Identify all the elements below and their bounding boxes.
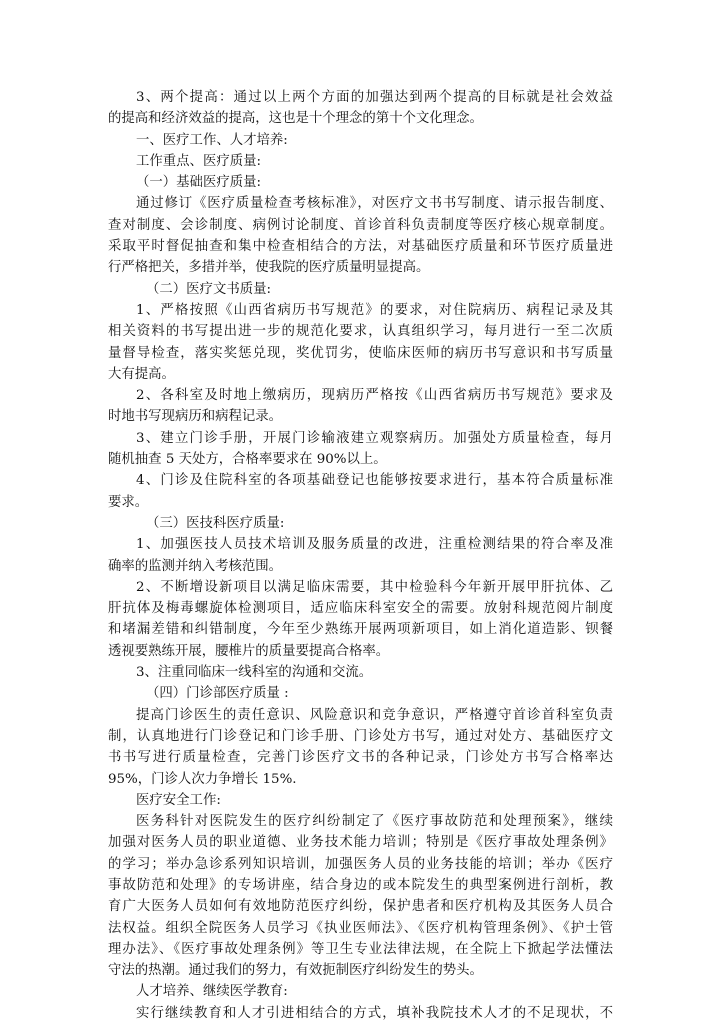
text-line: 通过修订《医疗质量检查考核标准》，对医疗文书书写制度、请示报告制度、 <box>136 196 613 212</box>
text-line: 育广大医务人员如何有效地防范医疗纠纷，保护患者和医疗机构及其医务人员合 <box>108 899 613 915</box>
text-line: 相关资料的书写提出进一步的规范化要求，认真组织学习，每月进行一至二次质 <box>108 324 613 340</box>
text-line: 法权益。组织全院医务人员学习《执业医师法》、《医疗机构管理条例》、《护士管 <box>108 920 613 936</box>
text-line: 守法的热潮。通过我们的努力，有效扼制医疗纠纷发生的势头。 <box>108 963 483 979</box>
text-line: 制，认真地进行门诊登记和门诊手册、门诊处方书写，通过对处方、基础医疗文 <box>108 728 613 744</box>
text-line: 的提高和经济效益的提高，这也是十个理念的第十个文化理念。 <box>108 111 483 127</box>
section-heading: 一、医疗工作、人才培养: <box>136 132 288 148</box>
subsection-heading: （一）基础医疗质量: <box>136 175 262 191</box>
text-line: 3、注重同临床一线科室的沟通和交流。 <box>136 665 373 681</box>
text-line: 95%，门诊人次力争增长 15%. <box>108 771 297 787</box>
text-line: 实行继续教育和人才引进相结合的方式，填补我院技术人才的不足现状，不 <box>136 1005 613 1021</box>
text-line: 的学习；举办急诊系列知识培训，加强医务人员的业务技能的培训；举办《医疗 <box>108 856 613 872</box>
text-line: 要求。 <box>108 494 149 510</box>
text-line: 量督导检查，落实奖惩兑现，奖优罚劣，使临床医师的病历书写意识和书写质量 <box>108 345 613 361</box>
text-line: 1、严格按照《山西省病历书写规范》的要求，对住院病历、病程记录及其 <box>136 302 613 318</box>
text-line: 2、各科室及时地上缴病历，现病历严格按《山西省病历书写规范》要求及 <box>136 388 613 404</box>
text-line: 4、门诊及住院科室的各项基础登记也能够按要求进行，基本符合质量标准 <box>136 473 613 489</box>
text-line: 确率的监测并纳入考核范围。 <box>108 558 283 574</box>
text-line: 1、加强医技人员技术培训及服务质量的改进，注重检测结果的符合率及准 <box>136 537 613 553</box>
text-line: 行严格把关，多措并举，使我院的医疗质量明显提高。 <box>108 260 430 276</box>
text-line: 医务科针对医院发生的医疗纠纷制定了《医疗事故防范和处理预案》，继续 <box>136 814 613 830</box>
text-line: 肝抗体及梅毒螺旋体检测项目，适应临床科室安全的需要。放射科规范阅片制度 <box>108 601 613 617</box>
text-line: 事故防范和处理》的专场讲座，结合身边的或本院发生的典型案例进行剖析，教 <box>108 877 613 893</box>
text-line: 3、两个提高：通过以上两个方面的加强达到两个提高的目标就是社会效益 <box>136 90 613 105</box>
subsection-heading: （三）医技科医疗质量: <box>146 515 285 531</box>
text-line: 理办法》、《医疗事故处理条例》等卫生专业法律法规，在全院上下掀起学法懂法 <box>108 941 613 957</box>
text-line: 加强对医务人员的职业道德、业务技术能力培训；特别是《医疗事故处理条例》 <box>108 835 613 851</box>
document-body <box>108 87 613 1024</box>
text-line: 提高门诊医生的责任意识、风险意识和竞争意识，严格遵守首诊首科室负责 <box>136 707 613 723</box>
text-line: 3、建立门诊手册，开展门诊输液建立观察病历。加强处方质量检查，每月 <box>136 430 613 446</box>
text-line: 和堵漏差错和纠错制度，今年至少熟练开展两项新项目，如上消化道造影、钡餐 <box>108 622 613 638</box>
text-line: 透视要熟练开展，腰椎片的质量要提高合格率。 <box>108 643 390 659</box>
section-heading: 工作重点、医疗质量: <box>136 153 262 169</box>
text-line: 时地书写现病历和病程记录。 <box>108 409 283 425</box>
subsection-heading: （二）医疗文书质量: <box>146 281 272 297</box>
section-heading: 人才培养、继续医学教育: <box>136 984 288 1000</box>
text-line: 随机抽查 5 天处方，合格率要求在 90%以上。 <box>108 452 387 468</box>
subsection-heading: （四）门诊部医疗质量 : <box>146 686 289 702</box>
section-heading: 医疗安全工作: <box>136 792 221 808</box>
text-line: 2、不断增设新项目以满足临床需要，其中检验科今年新开展甲肝抗体、乙 <box>136 579 613 595</box>
text-line: 大有提高。 <box>108 366 175 382</box>
text-line: 查对制度、会诊制度、病例讨论制度、首诊首科负责制度等医疗核心规章制度。 <box>108 217 613 233</box>
text-line: 采取平时督促抽查和集中检查相结合的方法，对基础医疗质量和环节医疗质量进 <box>108 239 613 255</box>
text-line: 书书写进行质量检查，完善门诊医疗文书的各种记录，门诊处方书写合格率达 <box>108 750 613 766</box>
